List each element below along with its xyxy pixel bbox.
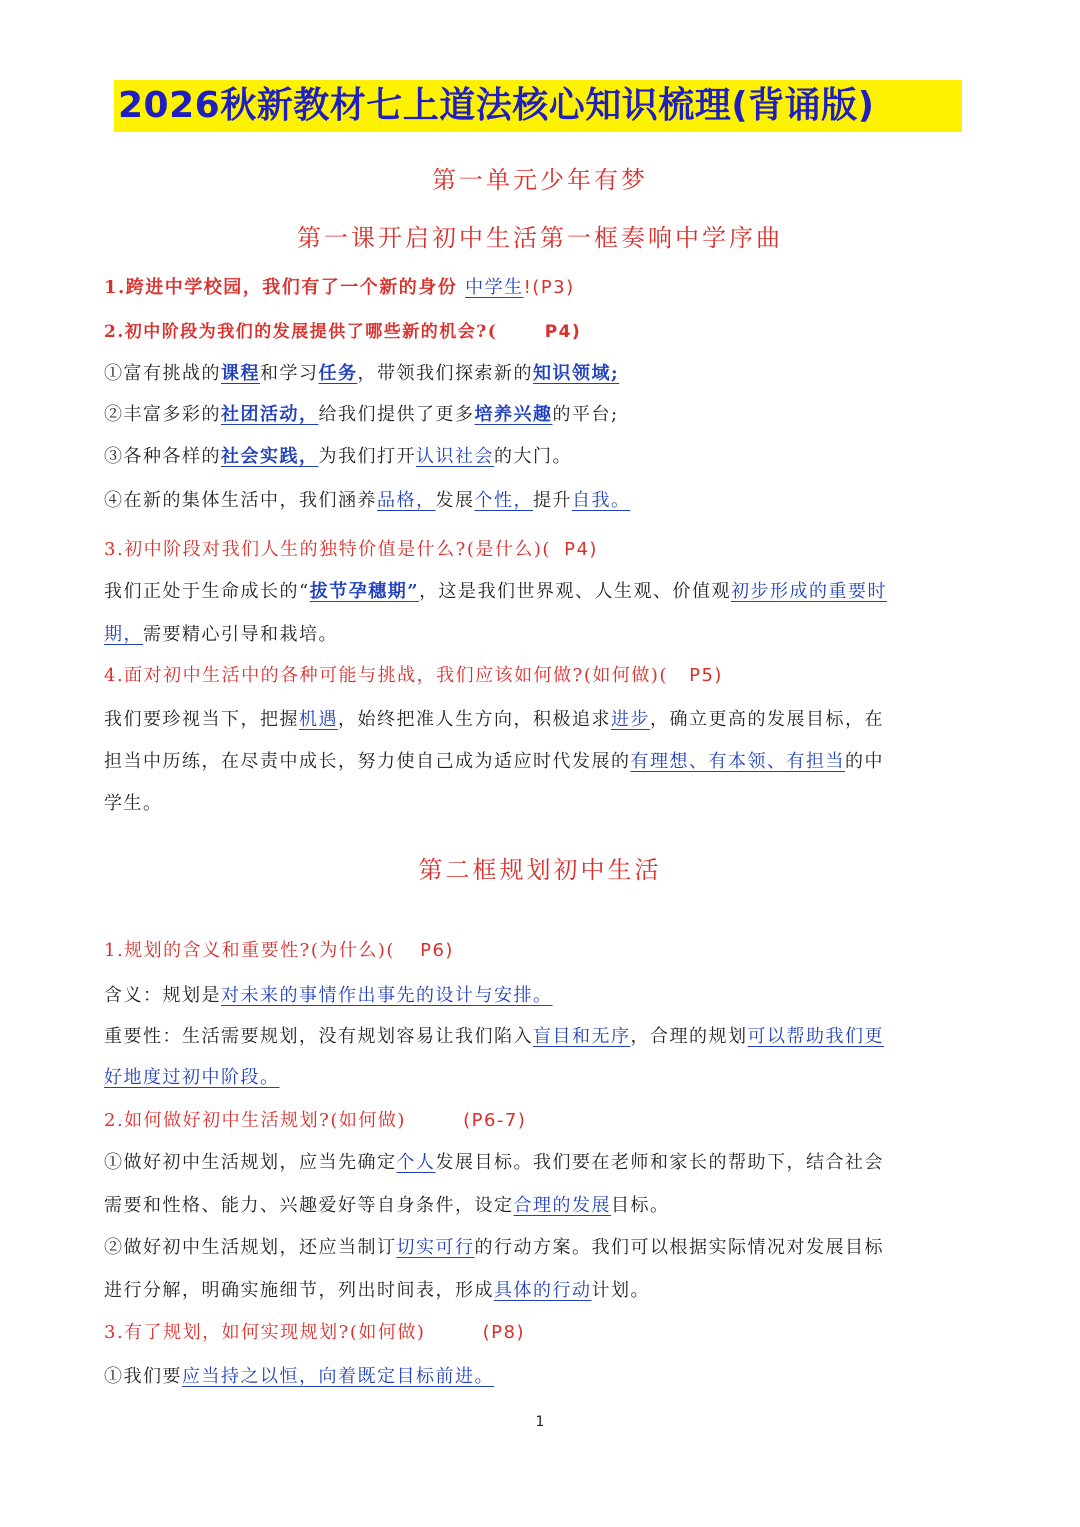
text: 含义：规划是: [104, 985, 221, 1006]
text: 提升: [533, 490, 572, 511]
question-1: [104, 273, 984, 303]
answer-2-2: [104, 400, 984, 430]
keyword: 课程: [221, 363, 260, 384]
question-1-ref: !(P3): [523, 277, 575, 298]
answer-3-line-1: [104, 577, 984, 607]
keyword: 可以帮助我们更: [747, 1026, 884, 1047]
text: 的中: [845, 751, 884, 772]
text: ①我们要: [104, 1366, 182, 1387]
question-1-text: 1.跨进中学校园，我们有了一个新的身份: [104, 277, 458, 298]
text: 、: [689, 751, 709, 772]
lesson-heading: 第一课开启初中生活第一框奏响中学序曲: [297, 224, 783, 252]
text: 的大门。: [494, 446, 572, 467]
question-4-text: 4.面对初中生活中的各种可能与挑战，我们应该如何做?(如何做)(: [104, 665, 668, 686]
answer-s2-2-line-1: [104, 1233, 984, 1263]
keyword: 知识领域;: [533, 363, 620, 384]
text: ，始终把准人生方向，积极追求: [338, 709, 611, 730]
keyword: 具体的行动: [494, 1280, 592, 1301]
text: 给我们提供了更多: [318, 404, 475, 425]
question-2-ref: P4): [544, 322, 582, 342]
question-2: [104, 317, 984, 347]
keyword: 对未来的事情作出事先的设计与安排。: [221, 985, 553, 1006]
keyword: 社会实践，: [221, 446, 319, 467]
text: 重要性：生活需要规划，没有规划容易让我们陷入: [104, 1026, 533, 1047]
text: 发展目标。我们要在老师和家长的帮助下，结合社会: [435, 1152, 884, 1173]
text: 需要和性格、能力、兴趣爱好等自身条件，设定: [104, 1195, 514, 1216]
keyword: 个人: [396, 1152, 436, 1173]
text: 我们正处于生命成长的“: [104, 581, 310, 602]
keyword: 拔节孕穗期”: [309, 581, 420, 602]
keyword: 认识社会: [416, 446, 494, 467]
importance-line-2: [104, 1063, 984, 1093]
answer-4-line-3: 学生。: [104, 793, 163, 814]
definition-line: [104, 981, 984, 1011]
answer-s3-1: [104, 1362, 984, 1392]
keyword: 有担当: [786, 751, 845, 772]
answer-s2-1-line-2: [104, 1191, 984, 1221]
question-text: 2.如何做好初中生活规划?(如何做): [104, 1110, 406, 1131]
question-1-answer: 中学生: [465, 277, 524, 298]
keyword: 社团活动，: [221, 404, 319, 425]
page-number: 1: [535, 1414, 545, 1430]
text: 计划。: [591, 1280, 650, 1301]
text: ②做好初中生活规划，还应当制订: [104, 1237, 397, 1258]
text: 、: [767, 751, 787, 772]
page-ref: P6): [420, 940, 454, 961]
keyword: 机遇: [299, 709, 338, 730]
keyword: 培养兴趣: [474, 404, 553, 425]
keyword: 切实可行: [396, 1237, 475, 1258]
section-2-question-3: [104, 1318, 984, 1348]
importance-line-1: [104, 1022, 984, 1052]
question-3: [104, 535, 984, 565]
unit-heading: 第一单元少年有梦: [432, 166, 648, 194]
page-title: 2026秋新教材七上道法核心知识梳理(背诵版): [118, 85, 875, 126]
answer-4-line-1: [104, 705, 984, 735]
text: ，带领我们探索新的: [357, 363, 533, 384]
section-2-question-1: [104, 936, 984, 966]
keyword: 期，: [104, 624, 143, 645]
text: ④在新的集体生活中，我们涵养: [104, 490, 377, 511]
question-text: 1.规划的含义和重要性?(为什么)(: [104, 940, 395, 961]
answer-2-3: [104, 442, 984, 472]
page-ref: (P6-7): [463, 1110, 527, 1131]
keyword: 合理的发展: [513, 1195, 611, 1216]
keyword: 初步形成的重要时: [731, 581, 888, 602]
answer-2-4: [104, 486, 984, 516]
text: ，确立更高的发展目标，在: [650, 709, 884, 730]
text: ③各种各样的: [104, 446, 221, 467]
text: 进行分解，明确实施细节，列出时间表，形成: [104, 1280, 494, 1301]
answer-3-line-2: [104, 620, 984, 650]
question-3-text: 3.初中阶段对我们人生的独特价值是什么?(是什么)(: [104, 539, 551, 560]
text: 的平台;: [552, 404, 619, 425]
text: 我们要珍视当下，把握: [104, 709, 299, 730]
question-4-ref: P5): [689, 665, 723, 686]
question-text: 3.有了规划，如何实现规划?(如何做): [104, 1322, 426, 1343]
keyword: 个性，: [474, 490, 533, 511]
keyword: 应当持之以恒，向着既定目标前进。: [182, 1366, 494, 1387]
keyword: 品格，: [377, 490, 436, 511]
answer-2-1: [104, 359, 984, 389]
page-ref: (P8): [482, 1322, 525, 1343]
text: 发展: [435, 490, 475, 511]
question-4: [104, 661, 984, 691]
answer-s2-1-line-1: [104, 1148, 984, 1178]
keyword: 自我。: [572, 490, 631, 511]
keyword: 有理想: [630, 751, 689, 772]
text: ，这是我们世界观、人生观、价值观: [419, 581, 732, 602]
text: 的行动方案。我们可以根据实际情况对发展目标: [474, 1237, 884, 1258]
text: ，合理的规划: [630, 1026, 748, 1047]
answer-s2-2-line-2: [104, 1276, 984, 1306]
section-heading: 第二框规划初中生活: [418, 856, 662, 884]
text: ①做好初中生活规划，应当先确定: [104, 1152, 397, 1173]
keyword: 任务: [318, 363, 358, 384]
text: 担当中历练，在尽责中成长，努力使自己成为适应时代发展的: [104, 751, 631, 772]
keyword: 进步: [611, 709, 650, 730]
section-2-question-2: [104, 1106, 984, 1136]
question-3-ref: P4): [564, 539, 598, 560]
text: 目标。: [611, 1195, 670, 1216]
answer-4-line-2: [104, 747, 984, 777]
keyword: 有本领: [708, 751, 767, 772]
text: 为我们打开: [318, 446, 416, 467]
text: ①富有挑战的: [104, 363, 221, 384]
question-2-text: 2.初中阶段为我们的发展提供了哪些新的机会?(: [104, 322, 498, 342]
text: 需要精心引导和栽培。: [143, 624, 338, 645]
keyword: 盲目和无序: [533, 1026, 631, 1047]
text: 和学习: [260, 363, 319, 384]
keyword: 好地度过初中阶段。: [104, 1067, 280, 1088]
text: ②丰富多彩的: [104, 404, 221, 425]
